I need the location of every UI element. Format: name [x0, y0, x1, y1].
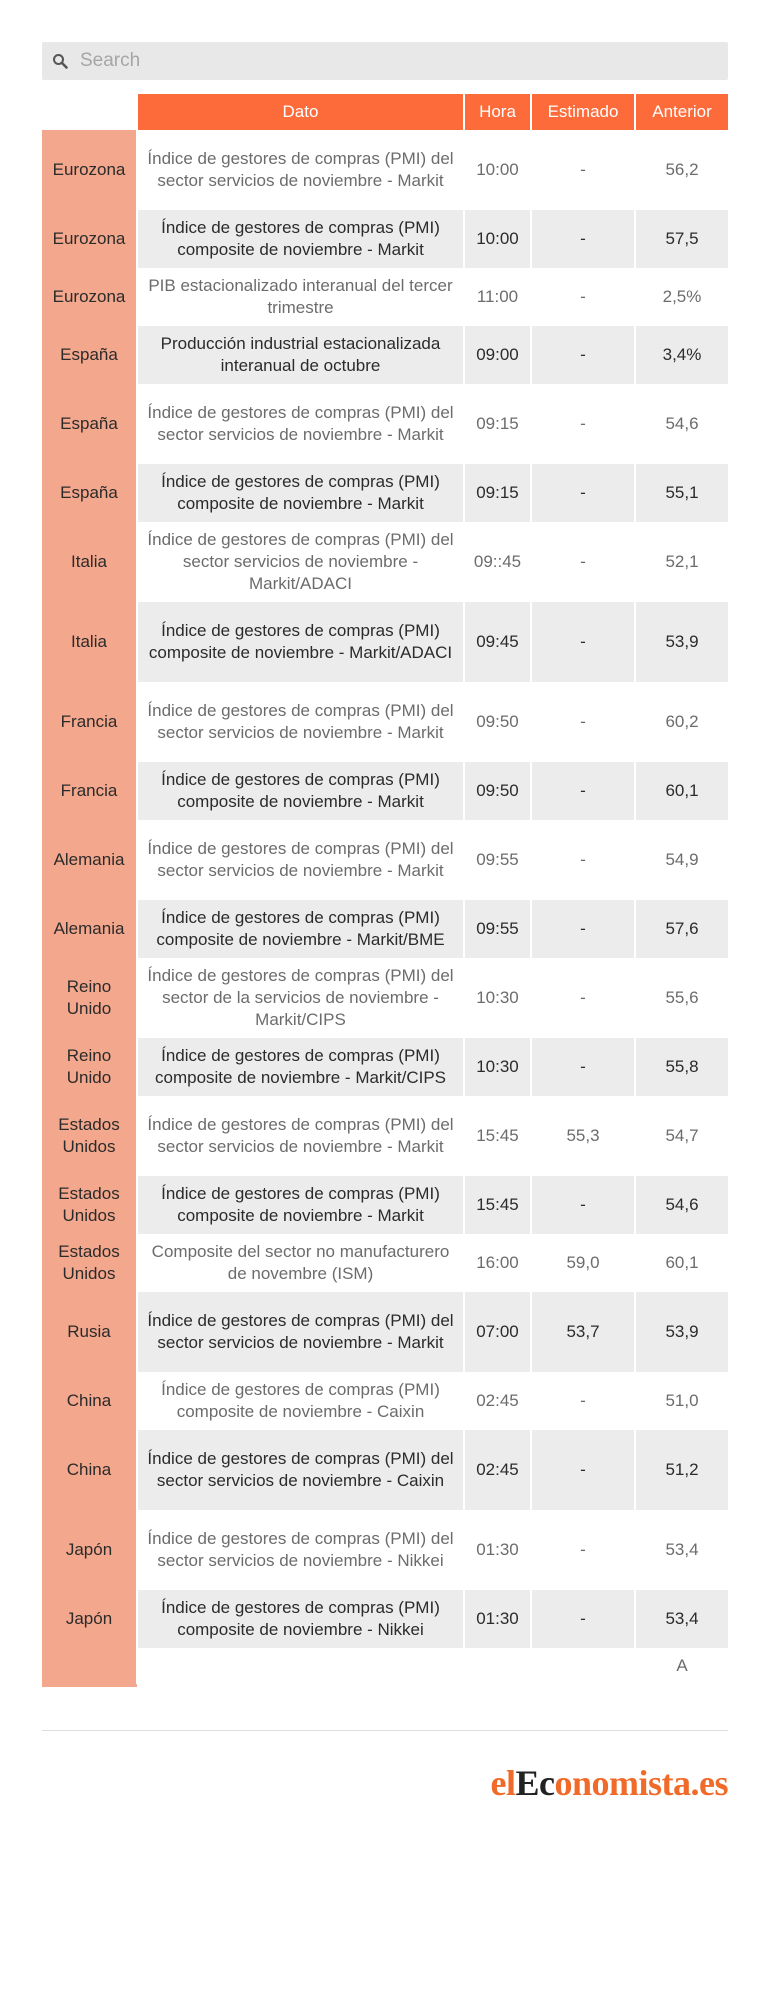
cell-hora: 15:45 — [464, 1096, 531, 1176]
cell-hora: 09:50 — [464, 762, 531, 820]
footer-divider — [42, 1730, 728, 1731]
cell-country: Rusia — [42, 1292, 137, 1372]
table-row — [42, 820, 728, 900]
cell-dato: Índice de gestores de compras (PMI) del sector de la servicios de noviembre - Markit/CIPS — [137, 958, 464, 1038]
cell-hora: 01:30 — [464, 1590, 531, 1648]
header-dato: Dato — [137, 94, 464, 130]
footnote-country-cell — [42, 1648, 137, 1684]
economic-calendar-table — [42, 94, 728, 1684]
cell-country: Eurozona — [42, 268, 137, 326]
cell-dato: Índice de gestores de compras (PMI) del sector servicios de noviembre - Markit — [137, 682, 464, 762]
cell-country: Alemania — [42, 820, 137, 900]
cell-dato: Índice de gestores de compras (PMI) composite de noviembre - Markit — [137, 464, 464, 522]
cell-country: Eurozona — [42, 210, 137, 268]
cell-hora: 02:45 — [464, 1372, 531, 1430]
cell-country: Reino Unido — [42, 1038, 137, 1096]
cell-dato: Índice de gestores de compras (PMI) del sector servicios de noviembre - Caixin — [137, 1430, 464, 1510]
cell-anterior: 60,2 — [635, 682, 728, 762]
cell-anterior: 54,7 — [635, 1096, 728, 1176]
cell-estimado: 55,3 — [531, 1096, 635, 1176]
table-row — [42, 1096, 728, 1176]
cell-anterior: 54,6 — [635, 1176, 728, 1234]
table-row — [42, 1372, 728, 1430]
cell-dato: Producción industrial estacionalizada interanual de octubre — [137, 326, 464, 384]
cell-country: Italia — [42, 522, 137, 602]
cell-hora: 10:00 — [464, 210, 531, 268]
cell-anterior: 54,9 — [635, 820, 728, 900]
cell-estimado: - — [531, 762, 635, 820]
cell-anterior: 54,6 — [635, 384, 728, 464]
cell-dato: Índice de gestores de compras (PMI) composite de noviembre - Markit/BME — [137, 900, 464, 958]
cell-estimado: - — [531, 1038, 635, 1096]
table-row — [42, 1176, 728, 1234]
cell-dato: Índice de gestores de compras (PMI) composite de noviembre - Markit — [137, 1176, 464, 1234]
cell-hora: 09:15 — [464, 464, 531, 522]
cell-country: Francia — [42, 682, 137, 762]
cell-dato: Índice de gestores de compras (PMI) composite de noviembre - Nikkei — [137, 1590, 464, 1648]
cell-anterior: 52,1 — [635, 522, 728, 602]
cell-estimado: - — [531, 1510, 635, 1590]
cell-anterior: 51,2 — [635, 1430, 728, 1510]
cell-anterior: 57,5 — [635, 210, 728, 268]
footnote-empty — [531, 1648, 635, 1684]
cell-anterior: 51,0 — [635, 1372, 728, 1430]
cell-anterior: 2,5% — [635, 268, 728, 326]
table-row — [42, 464, 728, 522]
cell-hora: 09:55 — [464, 900, 531, 958]
cell-country: Francia — [42, 762, 137, 820]
cell-estimado: - — [531, 1590, 635, 1648]
header-hora: Hora — [464, 94, 531, 130]
cell-country: Japón — [42, 1510, 137, 1590]
cell-dato: Índice de gestores de compras (PMI) composite de noviembre - Markit/ADACI — [137, 602, 464, 682]
cell-anterior: 55,8 — [635, 1038, 728, 1096]
cell-estimado: - — [531, 1176, 635, 1234]
logo-text-el: el — [490, 1763, 516, 1803]
logo-text-onomista: onomista.es — [554, 1763, 728, 1803]
logo-text-ec: Ec — [515, 1763, 555, 1803]
header-anterior: Anterior — [635, 94, 728, 130]
cell-anterior: 53,9 — [635, 602, 728, 682]
cell-dato: Índice de gestores de compras (PMI) composite de noviembre - Markit — [137, 762, 464, 820]
eleconomista-logo[interactable] — [491, 1762, 728, 1804]
cell-hora: 15:45 — [464, 1176, 531, 1234]
cell-estimado: - — [531, 602, 635, 682]
cell-estimado: - — [531, 210, 635, 268]
cell-hora: 16:00 — [464, 1234, 531, 1292]
cell-hora: 02:45 — [464, 1430, 531, 1510]
cell-estimado: - — [531, 820, 635, 900]
cell-estimado: - — [531, 1372, 635, 1430]
cell-country: España — [42, 384, 137, 464]
table-row — [42, 1590, 728, 1648]
cell-anterior: 60,1 — [635, 762, 728, 820]
cell-anterior: 53,4 — [635, 1590, 728, 1648]
cell-country: Estados Unidos — [42, 1096, 137, 1176]
cell-country: España — [42, 326, 137, 384]
search-input[interactable] — [78, 49, 682, 73]
cell-hora: 07:00 — [464, 1292, 531, 1372]
table-row — [42, 326, 728, 384]
table-row — [42, 1234, 728, 1292]
cell-hora: 09::45 — [464, 522, 531, 602]
cell-hora: 11:00 — [464, 268, 531, 326]
cell-dato: Composite del sector no manufacturero de novembre (ISM) — [137, 1234, 464, 1292]
cell-hora: 09:50 — [464, 682, 531, 762]
cell-country: Japón — [42, 1590, 137, 1648]
table-row — [42, 1430, 728, 1510]
cell-hora: 01:30 — [464, 1510, 531, 1590]
cell-country: España — [42, 464, 137, 522]
cell-dato: Índice de gestores de compras (PMI) del sector servicios de noviembre - Markit — [137, 1292, 464, 1372]
table-row — [42, 1292, 728, 1372]
cell-dato: PIB estacionalizado interanual del tercer trimestre — [137, 268, 464, 326]
cell-dato: Índice de gestores de compras (PMI) del sector servicios de noviembre - Markit — [137, 384, 464, 464]
cell-estimado: - — [531, 682, 635, 762]
cell-estimado: - — [531, 130, 635, 210]
search-icon — [52, 51, 72, 71]
cell-estimado: 59,0 — [531, 1234, 635, 1292]
cell-estimado: - — [531, 268, 635, 326]
header-blank — [42, 94, 137, 130]
table-header-row — [42, 94, 728, 130]
cell-hora: 10:30 — [464, 958, 531, 1038]
cell-hora: 10:30 — [464, 1038, 531, 1096]
cell-hora: 09:00 — [464, 326, 531, 384]
table-row — [42, 384, 728, 464]
cell-estimado: - — [531, 900, 635, 958]
cell-hora: 09:15 — [464, 384, 531, 464]
cell-dato: Índice de gestores de compras (PMI) del sector servicios de noviembre - Markit — [137, 820, 464, 900]
cell-estimado: - — [531, 958, 635, 1038]
footnote-empty — [137, 1648, 464, 1684]
cell-anterior: 55,6 — [635, 958, 728, 1038]
cell-anterior: 3,4% — [635, 326, 728, 384]
cell-estimado: - — [531, 464, 635, 522]
cell-country: Estados Unidos — [42, 1234, 137, 1292]
cell-dato: Índice de gestores de compras (PMI) del sector servicios de noviembre - Markit — [137, 130, 464, 210]
cell-dato: Índice de gestores de compras (PMI) del sector servicios de noviembre - Markit — [137, 1096, 464, 1176]
cell-country: Italia — [42, 602, 137, 682]
table-row — [42, 522, 728, 602]
cell-hora: 09:55 — [464, 820, 531, 900]
cell-country: Alemania — [42, 900, 137, 958]
cell-anterior: 53,4 — [635, 1510, 728, 1590]
cell-hora: 10:00 — [464, 130, 531, 210]
table-row — [42, 1510, 728, 1590]
cell-anterior: 57,6 — [635, 900, 728, 958]
cell-dato: Índice de gestores de compras (PMI) composite de noviembre - Markit/CIPS — [137, 1038, 464, 1096]
cell-estimado: - — [531, 522, 635, 602]
cell-hora: 09:45 — [464, 602, 531, 682]
table-footnote-row — [42, 1648, 728, 1684]
cell-estimado: 53,7 — [531, 1292, 635, 1372]
table-row — [42, 210, 728, 268]
table-row — [42, 958, 728, 1038]
footnote-mark: A — [635, 1648, 728, 1684]
table-row — [42, 682, 728, 762]
cell-anterior: 55,1 — [635, 464, 728, 522]
cell-country: Reino Unido — [42, 958, 137, 1038]
cell-anterior: 53,9 — [635, 1292, 728, 1372]
table-row — [42, 602, 728, 682]
cell-anterior: 56,2 — [635, 130, 728, 210]
cell-estimado: - — [531, 326, 635, 384]
cell-dato: Índice de gestores de compras (PMI) composite de noviembre - Markit — [137, 210, 464, 268]
footnote-empty — [464, 1648, 531, 1684]
cell-anterior: 60,1 — [635, 1234, 728, 1292]
cell-estimado: - — [531, 384, 635, 464]
search-bar[interactable] — [42, 42, 728, 80]
cell-estimado: - — [531, 1430, 635, 1510]
table-row — [42, 130, 728, 210]
table-row — [42, 762, 728, 820]
cell-country: China — [42, 1430, 137, 1510]
cell-dato: Índice de gestores de compras (PMI) del sector servicios de noviembre - Nikkei — [137, 1510, 464, 1590]
table-row — [42, 268, 728, 326]
cell-country: China — [42, 1372, 137, 1430]
cell-country: Estados Unidos — [42, 1176, 137, 1234]
cell-country: Eurozona — [42, 130, 137, 210]
table-row — [42, 1038, 728, 1096]
cell-dato: Índice de gestores de compras (PMI) composite de noviembre - Caixin — [137, 1372, 464, 1430]
cell-dato: Índice de gestores de compras (PMI) del sector servicios de noviembre - Markit/ADACI — [137, 522, 464, 602]
header-estimado: Estimado — [531, 94, 635, 130]
table-row — [42, 900, 728, 958]
